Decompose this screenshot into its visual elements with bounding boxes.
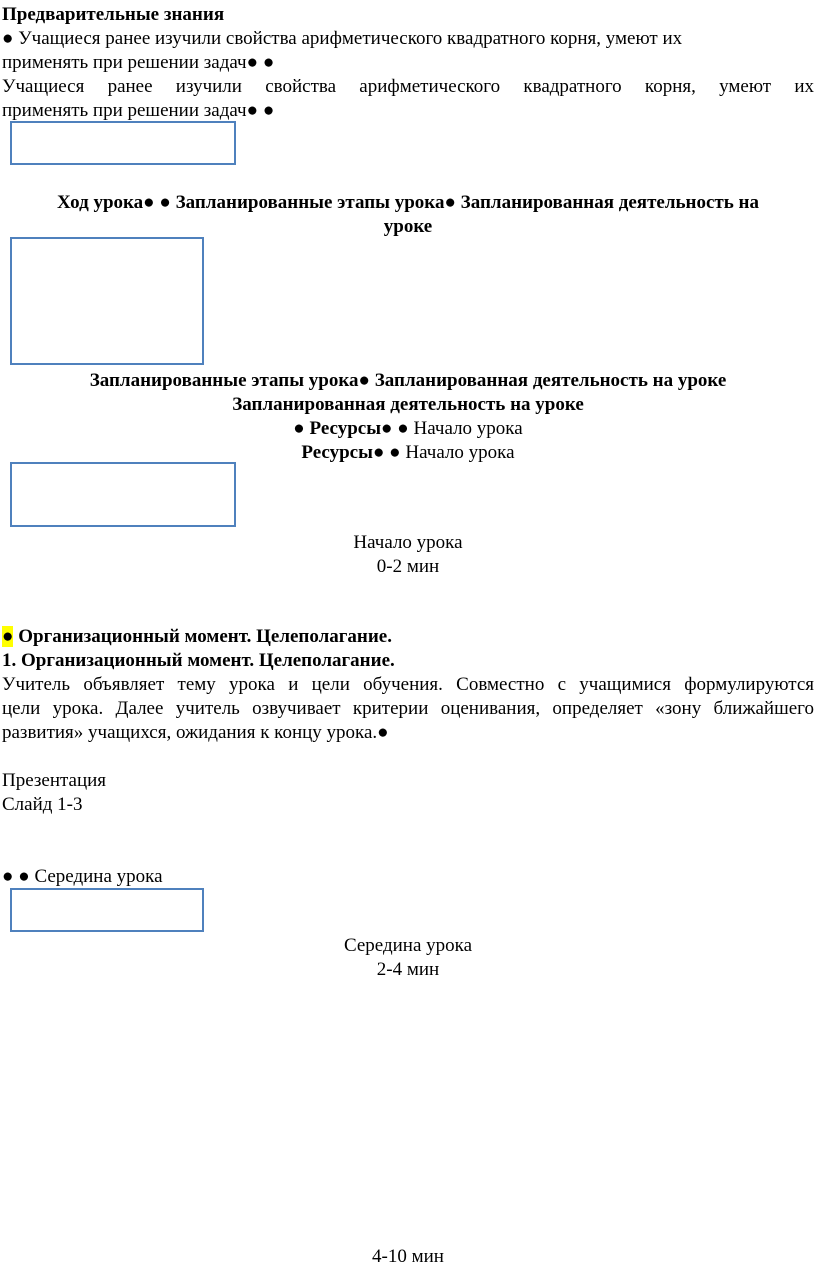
lesson-start-duration: 0-2 мин — [376, 556, 440, 577]
lesson-start-label-1: Начало урока — [408, 418, 523, 439]
resource-presentation: Презентация — [2, 770, 107, 791]
lesson-start-label-2: Начало урока — [400, 442, 515, 463]
org-moment-text-line-1: Учитель объявляет тему урока и цели обучения. Совместно с учащимися формулируются — [2, 674, 814, 695]
resources-label-2: Ресурсы● ● — [301, 442, 401, 463]
org-moment-text-line-3: развития» учащихся, ожидания к концу урока.● — [2, 722, 389, 743]
lesson-start-title: Начало урока — [353, 532, 463, 553]
prior-knowledge-heading: Предварительные знания — [2, 4, 225, 25]
prior-knowledge-line-4: применять при решении задач● ● — [2, 100, 275, 121]
prior-knowledge-line-2: применять при решении задач● ● — [2, 52, 275, 73]
stages-resources-line-1 — [0, 417, 816, 441]
stages-heading-line-2: Запланированная деятельность на уроке — [232, 394, 584, 415]
empty-text-box-2 — [10, 237, 204, 365]
org-moment-heading-2: 1. Организационный момент. Целеполагание. — [2, 650, 395, 671]
lesson-flow-heading-line-2: уроке — [383, 216, 433, 237]
resources-label-1: ● Ресурсы● ● — [293, 418, 409, 439]
middle-bullet-line: ● ● Середина урока — [2, 866, 163, 887]
highlighted-bullet-icon: ● — [2, 626, 14, 647]
prior-knowledge-line-1: ● Учащиеся ранее изучили свойства арифметического квадратного корня, умеют их — [2, 28, 683, 49]
lesson-flow-heading-line-1: Ход урока● ● Запланированные этапы урока● Запланированная деятельность на — [57, 192, 759, 213]
org-moment-text-line-2: цели урока. Далее учитель озвучивает критерии оценивания, определяет «зону ближайшего — [2, 698, 814, 719]
resource-slides: Слайд 1-3 — [2, 794, 83, 815]
middle-duration: 2-4 мин — [376, 959, 440, 980]
prior-knowledge-line-3: Учащиеся ранее изучили свойства арифметического квадратного корня, умеют их — [2, 76, 814, 97]
empty-text-box-3 — [10, 462, 236, 527]
middle-title: Середина урока — [343, 935, 473, 956]
empty-text-box-4 — [10, 888, 204, 932]
empty-text-box-1 — [10, 121, 236, 165]
next-stage-duration: 4-10 мин — [372, 1246, 444, 1267]
stages-heading-line-1: Запланированные этапы урока● Запланированная деятельность на уроке — [89, 370, 727, 391]
org-moment-heading-text: Организационный момент. Целеполагание. — [13, 626, 392, 647]
org-moment-heading-1 — [2, 625, 392, 649]
